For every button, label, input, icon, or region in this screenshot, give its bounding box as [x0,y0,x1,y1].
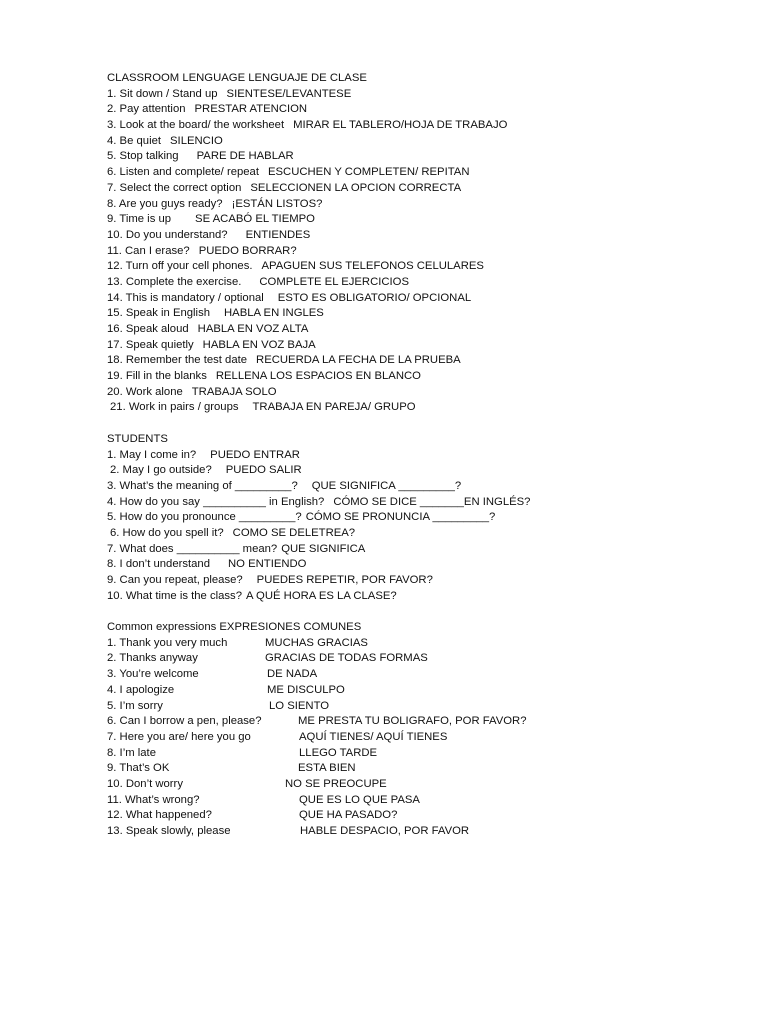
common-expressions-section [107,620,747,840]
list-item: 7. Here you are/ here you go AQUÍ TIENES/ AQUÍ TIENES [107,730,448,743]
list-item: 10. Don’t worry NO SE PREOCUPE [107,777,387,790]
list-item: 17. Speak quietly HABLA EN VOZ BAJA [107,338,316,351]
list-item: 8. I’m late LLEGO TARDE [107,746,378,759]
list-item: 2. Thanks anyway GRACIAS DE TODAS FORMAS [107,652,428,665]
list-item: 6. How do you spell it? COMO SE DELETREA? [110,526,356,539]
common-expressions-header: Common expressions EXPRESIONES COMUNES [107,621,362,634]
list-item: 15. Speak in English HABLA EN INGLES [107,307,324,320]
list-item: 7. What does __________ mean? QUE SIGNIFICA [107,542,366,555]
list-item: 4. I apologize ME DISCULPO [107,683,345,696]
list-item: 4. Be quiet SILENCIO [107,134,223,147]
list-item: 3. What’s the meaning of _________? QUE SIGNIFICA _________? [107,479,462,492]
list-item: 11. What’s wrong? QUE ES LO QUE PASA [107,793,420,806]
list-item: 1. Sit down / Stand up SIENTESE/LEVANTESE [107,87,352,100]
list-item: 5. I’m sorry LO SIENTO [107,699,330,712]
list-item: 9. That’s OK ESTA BIEN [107,762,356,775]
list-item: 2. Pay attention PRESTAR ATENCION [107,103,308,116]
document-page [107,71,747,840]
list-item: 6. Can I borrow a pen, please? ME PRESTA TU BOLIGRAFO, POR FAVOR? [107,715,527,728]
list-item: 18. Remember the test date RECUERDA LA FECHA DE LA PRUEBA [107,354,461,367]
list-item: 11. Can I erase? PUEDO BORRAR? [107,244,297,257]
list-item: 12. Turn off your cell phones. APAGUEN SUS TELEFONOS CELULARES [107,260,484,273]
list-item: 21. Work in pairs / groups TRABAJA EN PAREJA/ GRUPO [110,401,416,414]
list-item: 3. You’re welcome DE NADA [107,668,318,681]
list-item: 13. Speak slowly, please HABLE DESPACIO, POR FAVOR [107,825,470,837]
list-item: 8. I don’t understand NO ENTIENDO [107,558,307,571]
list-item: 5. Stop talking PARE DE HABLAR [107,150,294,163]
students-header: STUDENTS [107,432,168,445]
list-item: 1. May I come in? PUEDO ENTRAR [107,448,300,461]
students-section [107,432,747,605]
list-item: 9. Time is up SE ACABÓ EL TIEMPO [107,213,315,226]
list-item: 7. Select the correct option SELECCIONEN LA OPCION CORRECTA [107,181,462,194]
list-item: 20. Work alone TRABAJA SOLO [107,385,277,398]
list-item: 19. Fill in the blanks RELLENA LOS ESPACIOS EN BLANCO [107,370,421,383]
list-item: 8. Are you guys ready? ¡ESTÁN LISTOS? [107,197,323,210]
list-item: 13. Complete the exercise. COMPLETE EL EJERCICIOS [107,275,410,288]
list-item: 12. What happened? QUE HA PASADO? [107,809,398,822]
list-item: 1. Thank you very much MUCHAS GRACIAS [107,636,368,649]
list-item: 5. How do you pronounce _________? CÓMO SE PRONUNCIA _________? [107,511,496,524]
list-item: 6. Listen and complete/ repeat ESCUCHEN Y COMPLETEN/ REPITAN [107,166,470,179]
list-item: 10. Do you understand? ENTIENDES [107,228,311,241]
list-item: 14. This is mandatory / optional ESTO ES OBLIGATORIO/ OPCIONAL [107,291,472,304]
list-item: 16. Speak aloud HABLA EN VOZ ALTA [107,323,309,335]
list-item: 9. Can you repeat, please? PUEDES REPETIR, POR FAVOR? [107,574,433,586]
list-item: 3. Look at the board/ the worksheet MIRAR EL TABLERO/HOJA DE TRABAJO [107,119,508,132]
list-item: 4. How do you say __________ in English? CÓMO SE DICE _______EN INGLÉS? [107,495,531,508]
list-item: 2. May I go outside? PUEDO SALIR [110,464,302,477]
classroom-language-header: CLASSROOM LENGUAGE LENGUAJE DE CLASE [107,72,367,84]
list-item: 10. What time is the class? A QUÉ HORA ES LA CLASE? [107,589,397,602]
classroom-language-section [107,71,747,416]
